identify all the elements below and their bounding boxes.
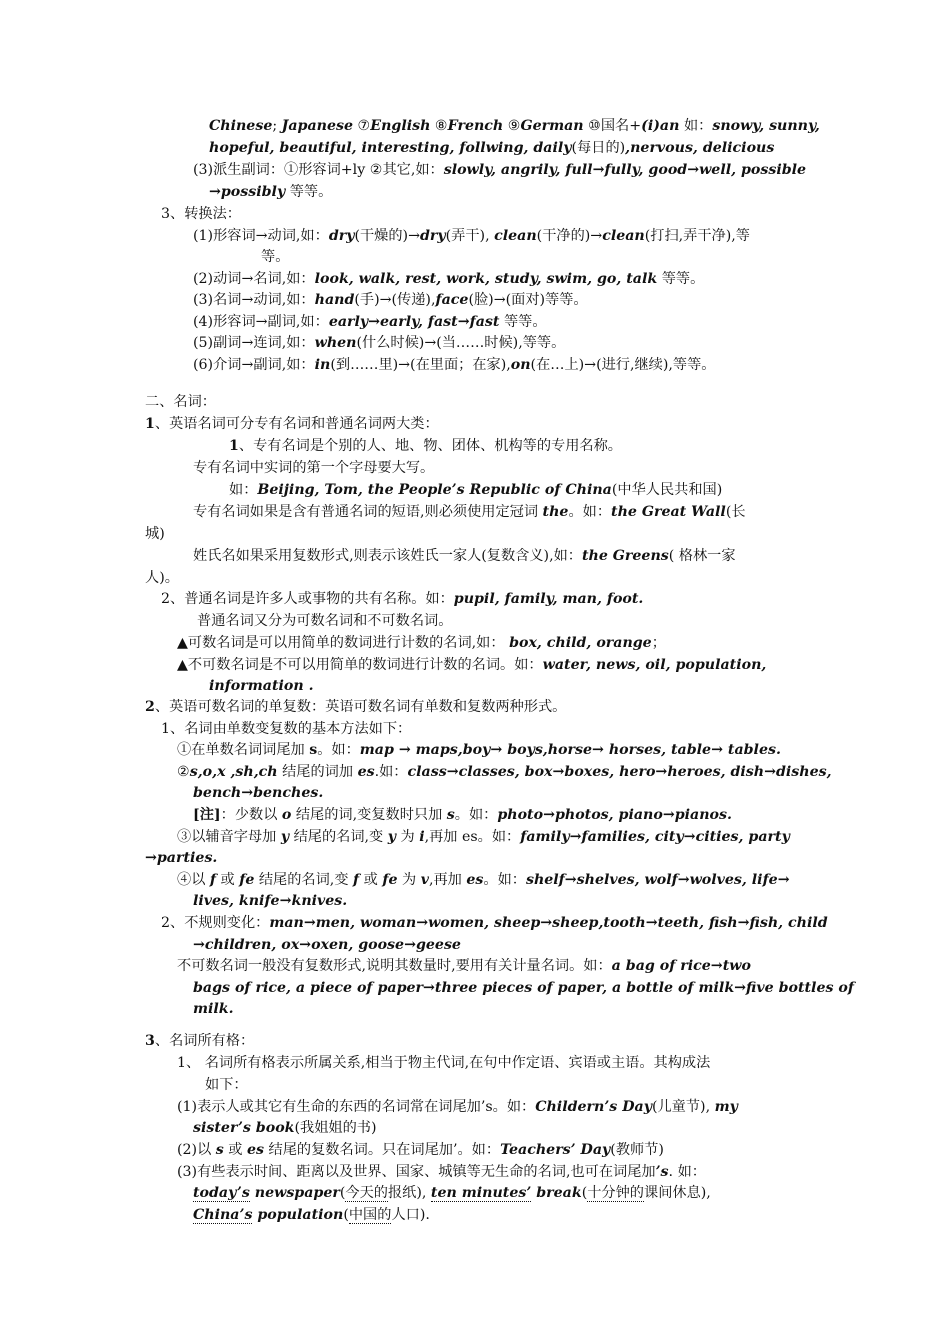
text-line: (3)名词→动词,如：hand(手)→(传递),face(脸)→(面对)等等。 <box>193 292 588 308</box>
text-line: China’s population(中国的人口). <box>193 1207 430 1223</box>
text-line: bench→benches. <box>193 785 324 801</box>
text-line: 人)。 <box>145 570 179 586</box>
text-line: 2、不规则变化：man→men, woman→women, sheep→sheep,tooth→teeth, fish→fish, child <box>161 915 828 931</box>
bullet-line: ▲不可数名词是不可以用简单的数词进行计数的名词。如：water, news, oil, population, <box>177 657 767 673</box>
text-line: information . <box>209 678 314 694</box>
text-line: 城) <box>145 526 165 542</box>
text-line: sister’s book(我姐姐的书) <box>193 1120 377 1136</box>
section-title: 二、名词： <box>145 394 216 410</box>
text-line: hopeful, beautiful, interesting, follwing, daily(每日的),nervous, delicious <box>209 140 775 156</box>
text-line: ④以 f 或 fe 结尾的名词,变 f 或 fe 为 v,再加 es。如：shelf→shelves, wolf→wolves, life→ <box>177 872 790 888</box>
text-line: (1)形容词→动词,如：dry(干燥的)→dry(弄干), clean(干净的)→clean(打扫,弄干净),等 <box>193 228 750 244</box>
text-line: today’s newspaper(今天的报纸), ten minutes’ break(十分钟的课间休息), <box>193 1185 711 1201</box>
text-line: (3)派生副词：①形容词+ly ②其它,如：slowly, angrily, full→fully, good→well, possible <box>193 162 807 178</box>
text-line: 不可数名词一般没有复数形式,说明其数量时,要用有关计量名词。如：a bag of rice→two <box>177 958 751 974</box>
text-line: 专有名词如果是含有普通名词的短语,则必须使用定冠词 the。如：the Great Wall(长 <box>193 504 746 520</box>
text-line: bags of rice, a piece of paper→three pieces of paper, a bottle of milk→five bottles of <box>193 980 854 996</box>
text-line: ②s,o,x ,sh,ch 结尾的词加 es.如：class→classes, box→boxes, hero→heroes, dish→dishes, <box>177 764 832 780</box>
text-line: 1、英语名词可分专有名词和普通名词两大类： <box>145 416 439 432</box>
text-line: (1)表示人或其它有生命的东西的名词常在词尾加’s。如：Childern’s Day(儿童节), my <box>177 1099 738 1115</box>
text-line: →possibly 等等。 <box>209 184 333 200</box>
text-line: →children, ox→oxen, goose→geese <box>193 937 461 953</box>
text-line: Chinese; Japanese ⑦English ⑧French ⑨German ⑩国名+(i)an 如：snowy, sunny, <box>209 118 820 134</box>
bullet-line: ▲可数名词是可以用简单的数词进行计数的名词,如： box, child, orange； <box>177 635 666 651</box>
text-line: ①在单数名词词尾加 s。如：map → maps,boy→ boys,horse→ horses, table→ tables. <box>177 742 781 758</box>
text-line: (2)动词→名词,如：look, walk, rest, work, study, swim, go, talk 等等。 <box>193 271 705 287</box>
text-line: (2)以 s 或 es 结尾的复数名词。只在词尾加’。如：Teachers’ Day(教师节) <box>177 1142 664 1158</box>
text-line: 3、名词所有格： <box>145 1033 255 1049</box>
text-line: lives, knife→knives. <box>193 893 348 909</box>
text-line: milk. <box>193 1001 234 1017</box>
section-heading: 3、转换法： <box>161 206 241 222</box>
text-line: 普通名词又分为可数名词和不可数名词。 <box>197 613 453 629</box>
text-line: 专有名词中实词的第一个字母要大写。 <box>193 460 435 476</box>
text-line: 如：Beijing, Tom, the People’s Republic of China(中华人民共和国) <box>229 482 723 498</box>
text-line: (3)有些表示时间、距离以及世界、国家、城镇等无生命的名词,也可在词尾加’s. 如： <box>177 1164 706 1180</box>
text-line: 2、英语可数名词的单复数：英语可数名词有单数和复数两种形式。 <box>145 699 567 715</box>
note-line: [注]：少数以 o 结尾的词,变复数时只加 s。如：photo→photos, piano→pianos. <box>193 807 732 823</box>
text-line: 等。 <box>261 249 290 265</box>
text-line: (5)副词→连词,如：when(什么时候)→(当……时候),等等。 <box>193 335 566 351</box>
text-line: ③以辅音字母加 y 结尾的名词,变 y 为 i,再加 es。如：family→families, city→cities, party <box>177 829 790 845</box>
text-line: (4)形容词→副词,如：early→early, fast→fast 等等。 <box>193 314 547 330</box>
text-line: 1、专有名词是个别的人、地、物、团体、机构等的专用名称。 <box>229 438 622 454</box>
text-line: →parties. <box>145 850 218 866</box>
text-line: 如下： <box>205 1077 248 1093</box>
text-line: 姓氏名如果采用复数形式,则表示该姓氏一家人(复数含义),如：the Greens( 格林一家 <box>193 548 736 564</box>
text-line: 1、 名词所有格表示所属关系,相当于物主代词,在句中作定语、宾语或主语。其构成法 <box>177 1055 711 1071</box>
text-line: 2、普通名词是许多人或事物的共有名称。如：pupil, family, man, foot. <box>161 591 644 607</box>
text-line: (6)介词→副词,如：in(到……里)→(在里面；在家),on(在…上)→(进行,继续),等等。 <box>193 357 716 373</box>
text-line: 1、名词由单数变复数的基本方法如下： <box>161 721 412 737</box>
